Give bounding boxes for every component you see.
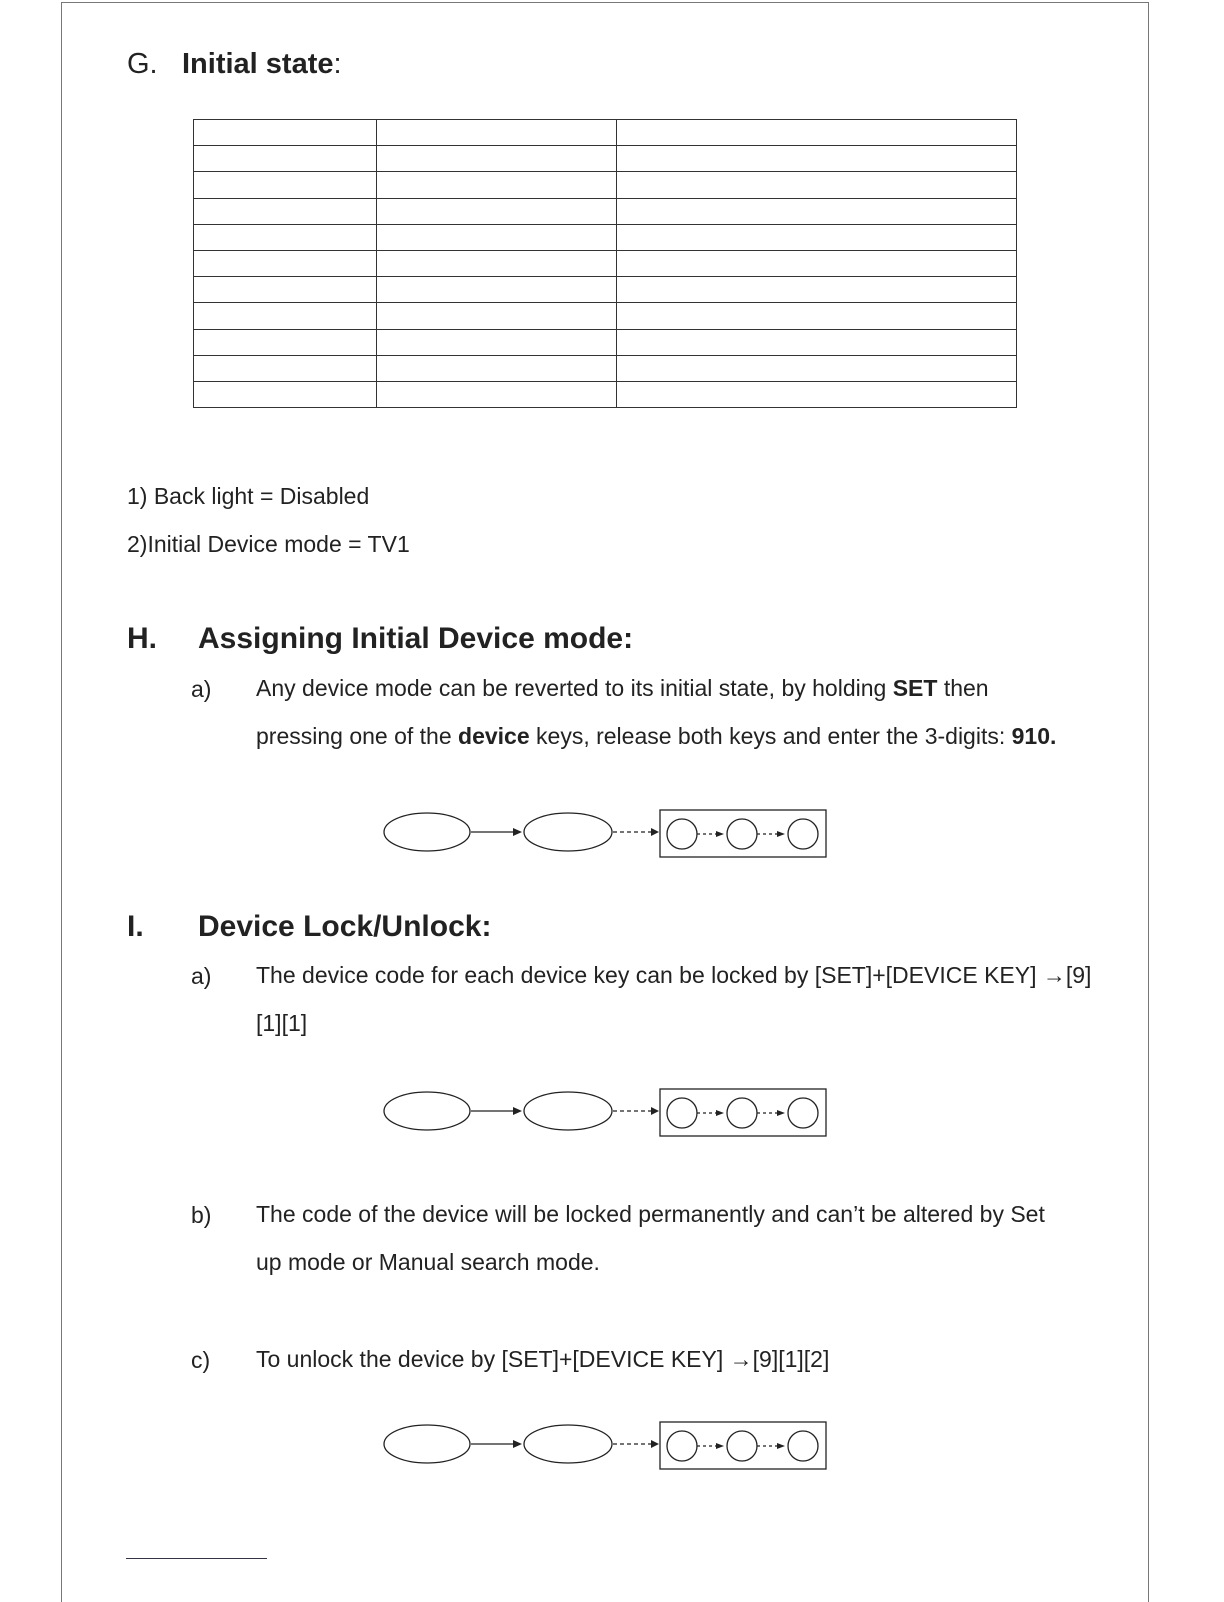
table-cell: [617, 120, 1017, 146]
key-sequence-drawing: [384, 810, 826, 857]
section-g-colon: :: [333, 48, 342, 80]
arrow-head-icon: [716, 831, 724, 837]
arrow-head-icon: [777, 1443, 785, 1449]
lock-item-b-marker: b): [191, 1202, 212, 1228]
table-cell: [194, 146, 377, 172]
table-cell: [376, 381, 617, 407]
table-cell: [376, 120, 617, 146]
section-i-heading: [127, 910, 491, 944]
section-h-title: Assigning Initial Device mode:: [198, 622, 634, 655]
table-row: [194, 329, 1017, 355]
section-h-heading: [127, 622, 633, 656]
arrow-head-icon: [651, 1107, 659, 1115]
table-cell: [617, 355, 1017, 381]
arrow-head-icon: [777, 1110, 785, 1116]
table-row: [194, 355, 1017, 381]
table-cell: [376, 172, 617, 198]
table-row: [194, 277, 1017, 303]
set-key-oval: [384, 813, 470, 851]
device-key-oval: [524, 1092, 612, 1130]
initial-state-table-body: [194, 120, 1017, 408]
digit-circle: [727, 819, 757, 849]
table-row: [194, 303, 1017, 329]
section-g-title: Initial state: [182, 48, 334, 80]
table-cell: [194, 172, 377, 198]
section-h-letter: H.: [127, 622, 157, 655]
device-mode-note: 2)Initial Device mode = TV1: [127, 531, 410, 557]
set-key-oval: [384, 1092, 470, 1130]
table-cell: [617, 329, 1017, 355]
device-key-oval: [524, 813, 612, 851]
table-cell: [194, 381, 377, 407]
section-i-title: Device Lock/Unlock:: [198, 910, 492, 943]
reset-code: 910.: [1011, 723, 1057, 749]
lock-item-a-text: The device code for each device key can be locked by [SET]+[DEVICE KEY] →[9][1][1]: [256, 962, 1092, 1036]
arrow-head-icon: [651, 828, 659, 836]
table-cell: [194, 277, 377, 303]
lock-item-b-text: The code of the device will be locked permanently and can’t be altered by Set up mode or Manual search mode.: [256, 1201, 1045, 1275]
arrow-head-icon: [513, 1107, 522, 1115]
key-sequence-diagram-assign: [380, 807, 830, 863]
table-row: [194, 198, 1017, 224]
digit-entry-box: [660, 1422, 826, 1469]
section-i-letter: I.: [127, 910, 144, 943]
assign-a-part3: keys, release both keys and enter the 3-digits:: [529, 723, 1012, 749]
table-row: [194, 250, 1017, 276]
table-cell: [194, 120, 377, 146]
key-sequence-diagram-lock: [380, 1086, 830, 1142]
table-cell: [376, 146, 617, 172]
table-row: [194, 120, 1017, 146]
section-g-letter: G.: [127, 48, 158, 80]
arrow-head-icon: [716, 1443, 724, 1449]
table-cell: [194, 355, 377, 381]
key-sequence-drawing: [384, 1422, 826, 1469]
table-cell: [376, 329, 617, 355]
table-cell: [617, 198, 1017, 224]
table-row: [194, 381, 1017, 407]
arrow-head-icon: [716, 1110, 724, 1116]
digit-circle: [788, 1431, 818, 1461]
lock-item-c-marker: c): [191, 1347, 211, 1373]
digit-circle: [788, 1098, 818, 1128]
set-key-oval: [384, 1425, 470, 1463]
table-row: [194, 172, 1017, 198]
table-cell: [617, 146, 1017, 172]
digit-entry-box: [660, 1089, 826, 1136]
digit-circle: [667, 1098, 697, 1128]
key-sequence-diagram-unlock: [380, 1419, 830, 1475]
table-cell: [617, 277, 1017, 303]
arrow-head-icon: [777, 831, 785, 837]
table-cell: [617, 250, 1017, 276]
footnote-divider: [126, 1558, 267, 1559]
digit-circle: [667, 819, 697, 849]
table-cell: [194, 250, 377, 276]
table-cell: [194, 224, 377, 250]
backlight-note: 1) Back light = Disabled: [127, 483, 370, 509]
table-cell: [376, 355, 617, 381]
digit-entry-box: [660, 810, 826, 857]
table-row: [194, 224, 1017, 250]
digit-circle: [727, 1431, 757, 1461]
table-cell: [617, 224, 1017, 250]
table-cell: [617, 303, 1017, 329]
table-cell: [376, 250, 617, 276]
lock-item-a-marker: a): [191, 963, 212, 989]
device-key-oval: [524, 1425, 612, 1463]
table-cell: [617, 172, 1017, 198]
table-cell: [194, 198, 377, 224]
assign-item-a-marker: a): [191, 676, 212, 702]
arrow-head-icon: [651, 1440, 659, 1448]
assign-a-part1: Any device mode can be reverted to its initial state, by holding: [256, 675, 893, 701]
table-cell: [376, 277, 617, 303]
initial-state-table: [193, 119, 1017, 408]
key-sequence-drawing: [384, 1089, 826, 1136]
assign-a-part2: then pressing one of the: [256, 675, 989, 749]
table-cell: [194, 303, 377, 329]
table-cell: [194, 329, 377, 355]
table-cell: [617, 381, 1017, 407]
table-row: [194, 146, 1017, 172]
table-cell: [376, 303, 617, 329]
digit-circle: [667, 1431, 697, 1461]
set-key-label: SET: [892, 675, 938, 701]
digit-circle: [727, 1098, 757, 1128]
device-keys-label: device: [458, 723, 530, 749]
arrow-head-icon: [513, 828, 522, 836]
table-cell: [376, 224, 617, 250]
digit-circle: [788, 819, 818, 849]
assign-item-a-text: [256, 664, 1076, 760]
section-g-heading: [127, 48, 342, 81]
lock-item-c-text: To unlock the device by [SET]+[DEVICE KEY] →[9][1][2]: [256, 1346, 830, 1372]
arrow-head-icon: [513, 1440, 522, 1448]
table-cell: [376, 198, 617, 224]
